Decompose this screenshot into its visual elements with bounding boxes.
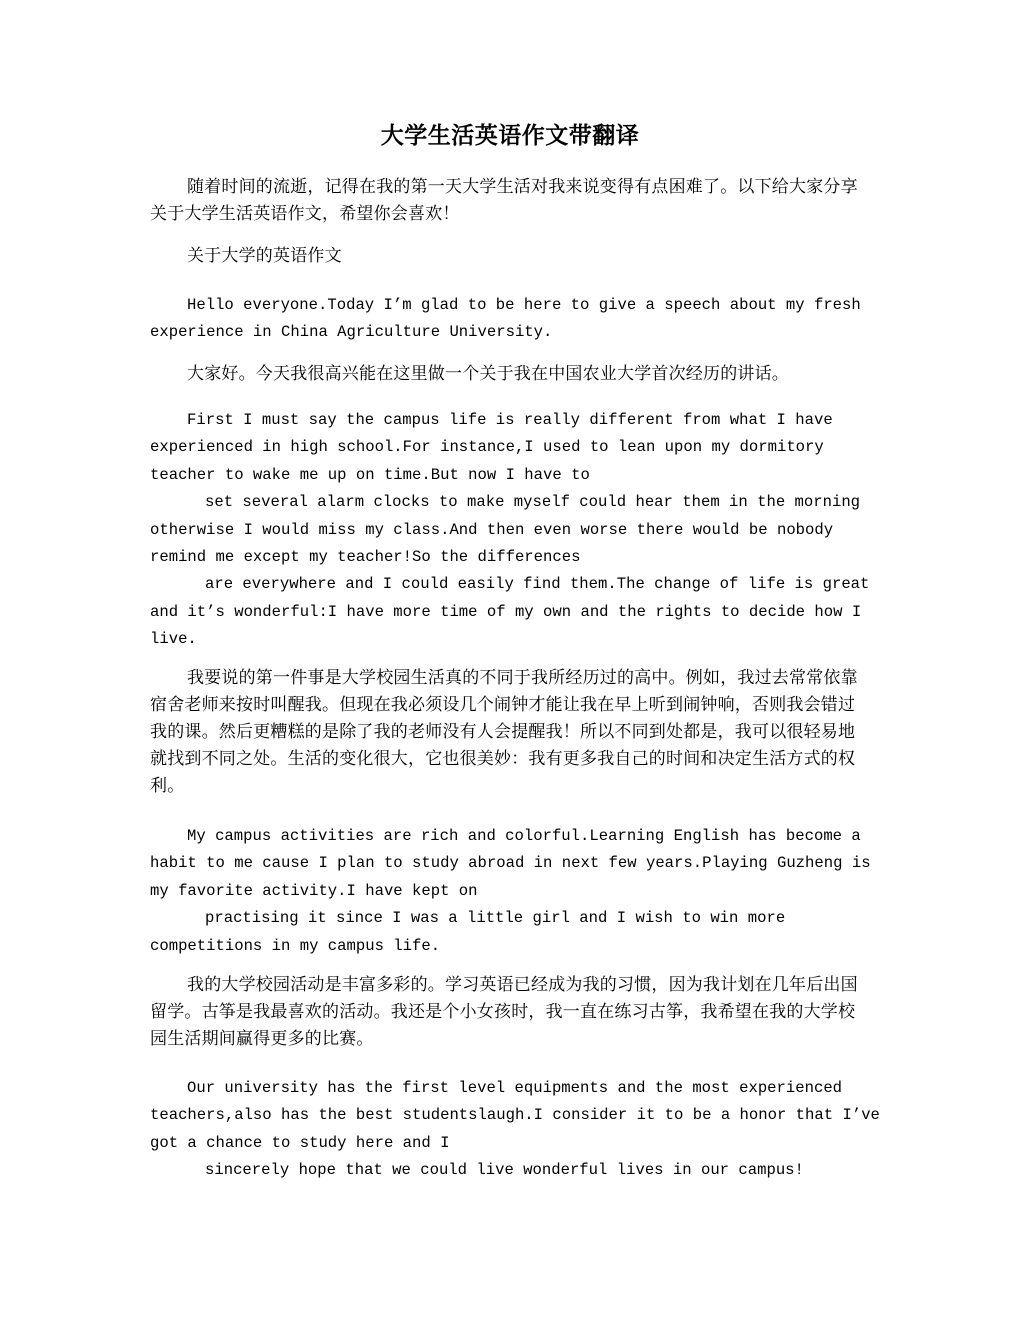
chinese-paragraph-3: 我的大学校园活动是丰富多彩的。学习英语已经成为我的习惯，因为我计划在几年后出国留学。古筝是我最喜欢的活动。我还是个小女孩时，我一直在练习古筝，我希望在我的大学校园生活期间赢得更多的比赛。 [150,975,858,1049]
text-line: First I must say the campus life is really different from what I have [187,411,833,429]
text-line: remind me except my teacher!So the differences [150,548,581,567]
text-line: experience in China Agriculture University. [150,323,553,342]
text-line: Our university has the first level equipments and the most experienced [187,1079,843,1097]
text-line: habit to me cause I plan to study abroad in next few years.Playing Guzheng is [150,854,871,873]
english-paragraph-1 [150,292,870,347]
text-line: are everywhere and I could easily find them.The change of life is great [205,575,870,594]
english-paragraph-4 [150,1075,880,1185]
text-line: teacher to wake me up on time.But now I have to [150,465,590,484]
text-line: teachers,also has the best studentslaugh.I consider it to be a honor that I’ve [150,1106,880,1125]
intro-paragraph: 随着时间的流逝，记得在我的第一天大学生活对我来说变得有点困难了。以下给大家分享关于大学生活英语作文，希望你会喜欢！ [150,177,858,224]
text-line: My campus activities are rich and colorful.Learning English has become a [187,827,861,845]
text-line: and it’s wonderful:I have more time of my own and the rights to decide how I [150,602,862,621]
text-line: set several alarm clocks to make myself could hear them in the morning [205,493,861,512]
text-line: experienced in high school.For instance,I used to lean upon my dormitory [150,438,824,457]
section-heading: 关于大学的英语作文 [187,246,342,266]
text-line: sincerely hope that we could live wonderful lives in our campus! [205,1161,804,1180]
text-line: practising it since I was a little girl and I wish to win more [205,909,786,928]
text-line: otherwise I would miss my class.And then even worse there would be nobody [150,520,834,539]
text-line: competitions in my campus life. [150,936,441,955]
text-line: my favorite activity.I have kept on [150,881,478,900]
text-line: Hello everyone.Today I’m glad to be here to give a speech about my fresh [187,296,861,314]
english-paragraph-2 [150,407,870,654]
text-line: got a chance to study here and I [150,1133,450,1152]
chinese-paragraph-1: 大家好。今天我很高兴能在这里做一个关于我在中国农业大学首次经历的讲话。 [187,364,789,384]
text-line: live. [150,630,197,649]
english-paragraph-3 [150,823,870,960]
page-title: 大学生活英语作文带翻译 [380,122,640,149]
chinese-paragraph-2: 我要说的第一件事是大学校园生活真的不同于我所经历过的高中。例如，我过去常常依靠宿舍老师来按时叫醒我。但现在我必须设几个闹钟才能让我在早上听到闹钟响，否则我会错过我的课。然后更糟糕的是除了我的老师没有人会提醒我！所以不同到处都是，我可以很轻易地就找到不同之处。生活的变化很大，它也很美妙：我有更多我自己的时间和决定生活方式的权利。 [150,668,858,796]
